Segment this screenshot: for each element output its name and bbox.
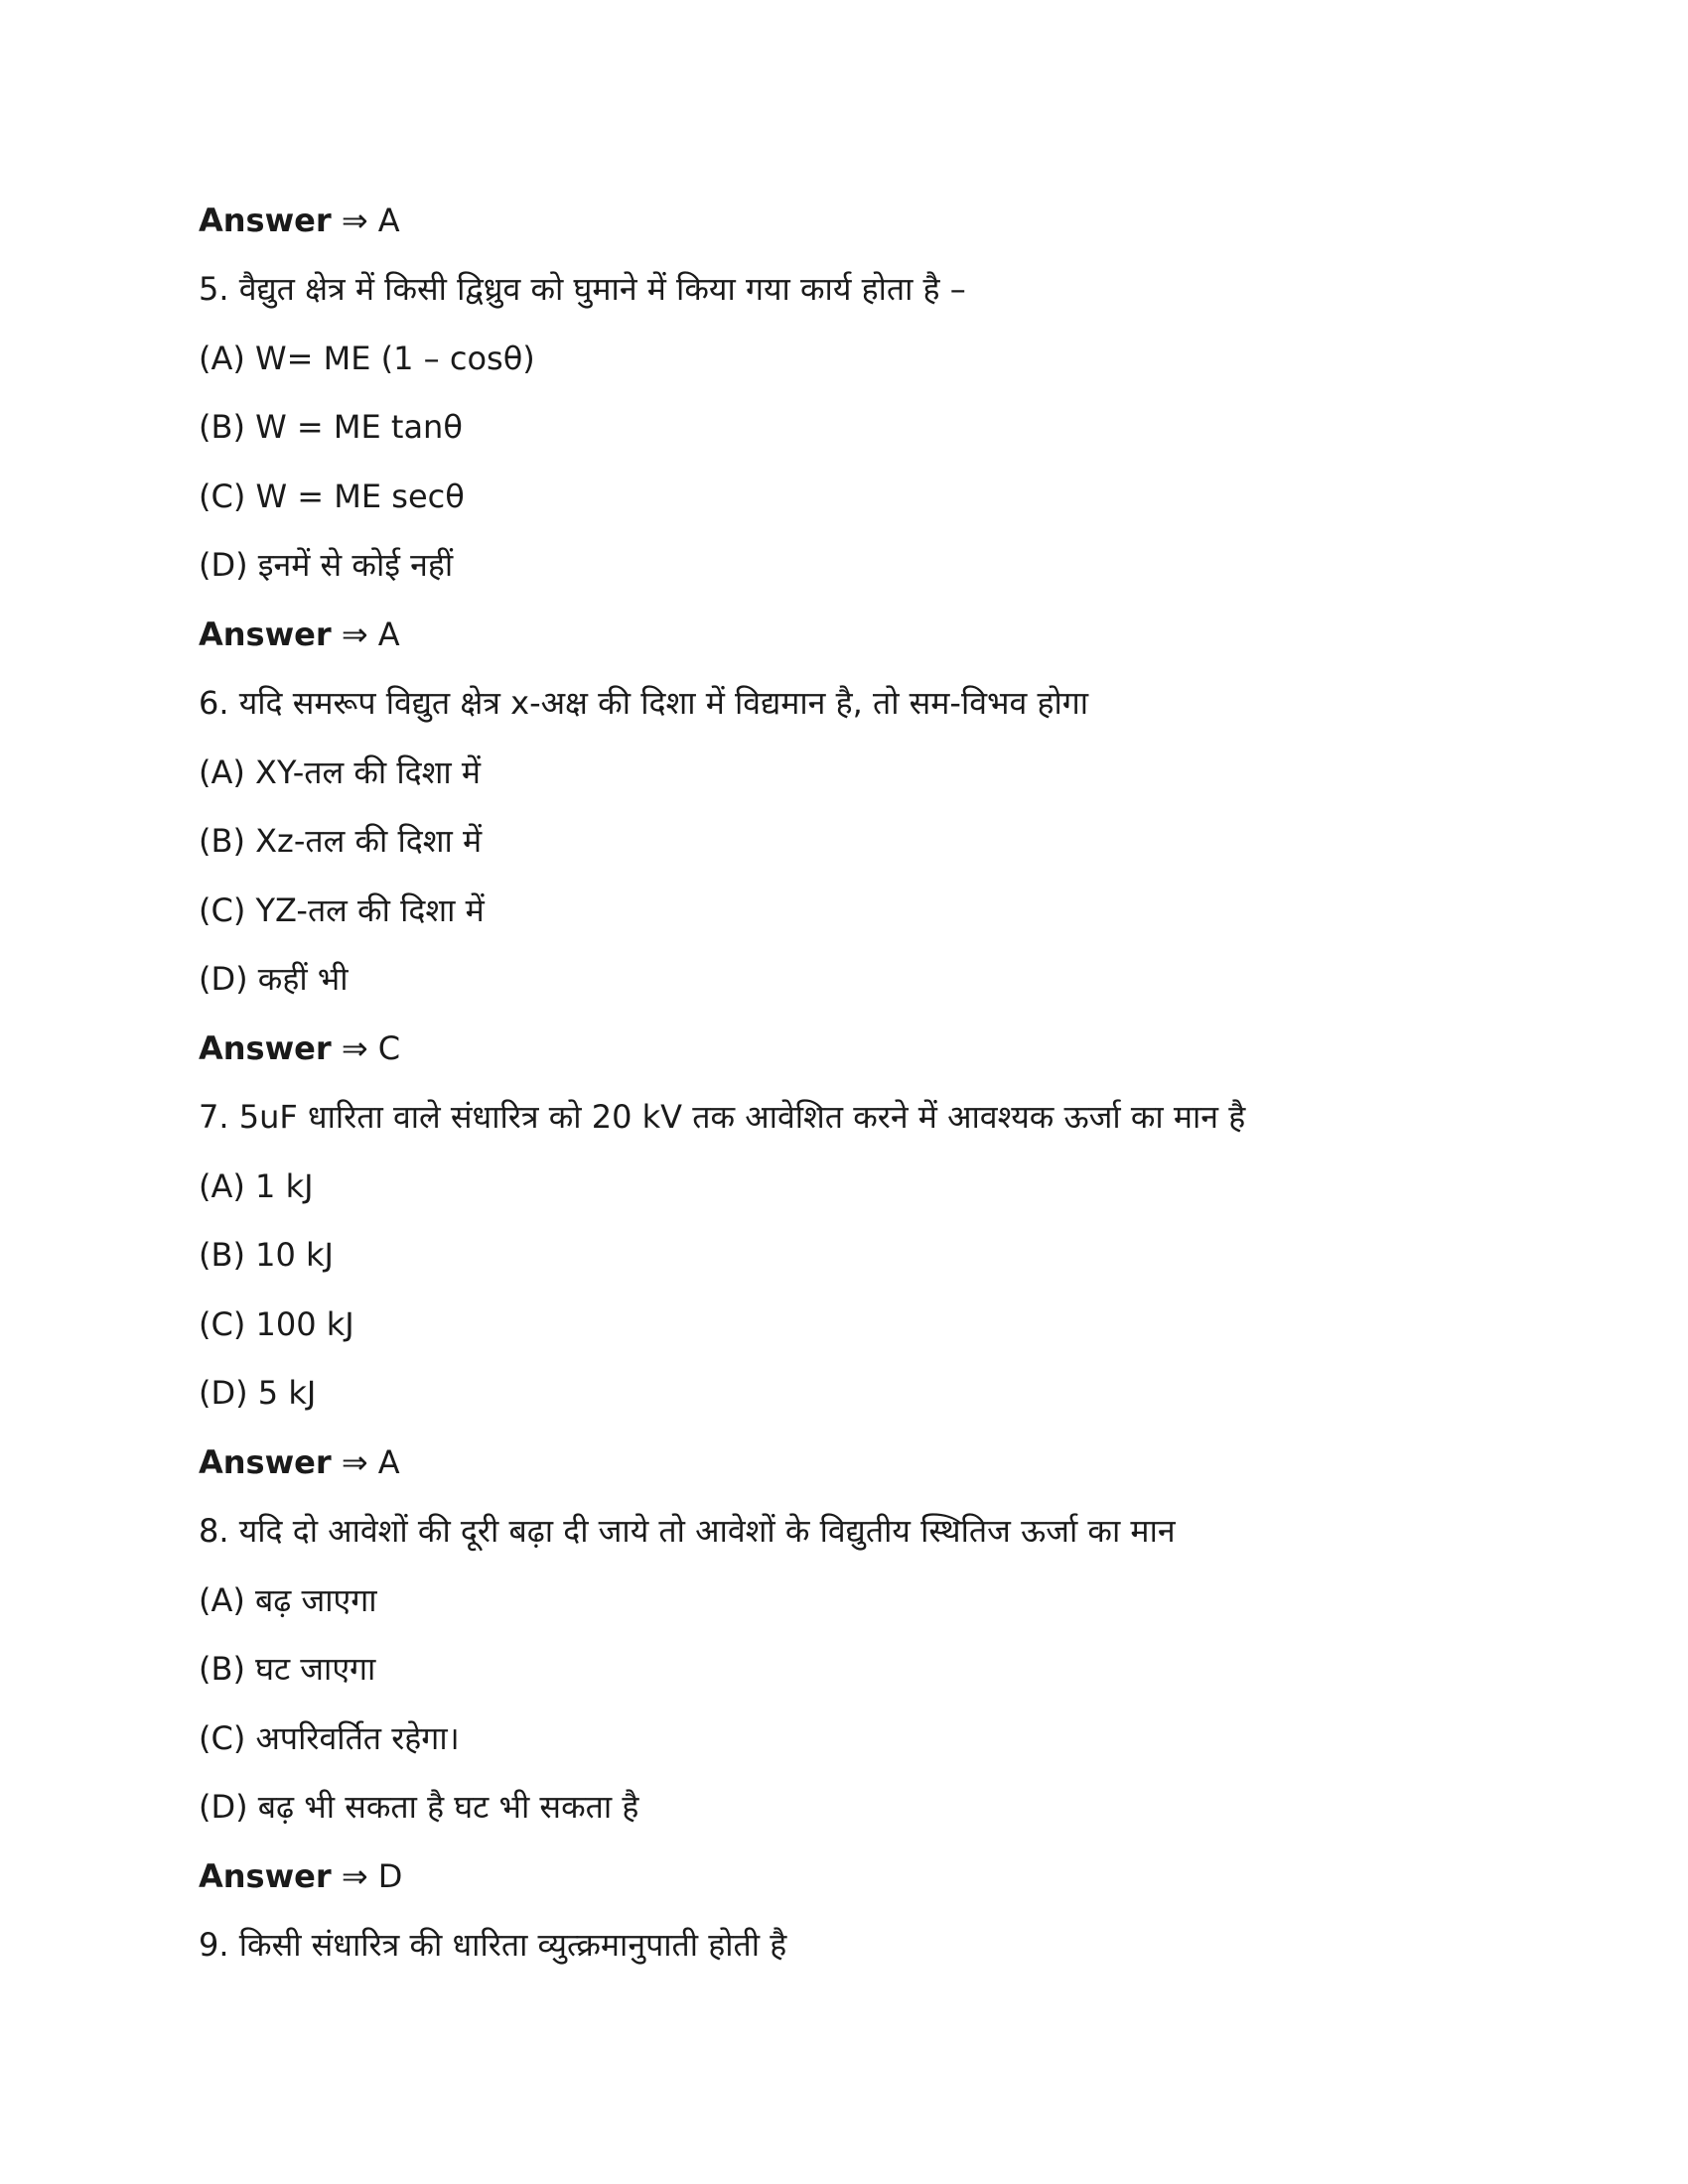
answer-label: Answer [199, 1443, 332, 1481]
answer-arrow: ⇒ [341, 1443, 368, 1481]
option-c: (C) W = ME secθ [199, 478, 465, 515]
option-c: (C) अपरिवर्तित रहेगा। [199, 1719, 460, 1757]
option-d: (D) इनमें से कोई नहीं [199, 546, 454, 584]
question-text: 9. किसी संधारित्र की धारिता व्युत्क्रमानुपाती होती है [199, 1926, 787, 1964]
answer-label: Answer [199, 1857, 332, 1895]
option-c: (C) 100 kJ [199, 1305, 354, 1343]
option-d: (D) 5 kJ [199, 1374, 317, 1412]
option-c: (C) YZ-तल की दिशा में [199, 891, 485, 929]
answer-label: Answer [199, 1029, 332, 1067]
option-d: (D) बढ़ भी सकता है घट भी सकता है [199, 1788, 639, 1826]
option-b: (B) Xz-तल की दिशा में [199, 822, 483, 860]
question-text: 8. यदि दो आवेशों की दूरी बढ़ा दी जाये तो आवेशों के विद्युतीय स्थितिज ऊर्जा का मान [199, 1512, 1176, 1550]
option-d: (D) कहीं भी [199, 960, 349, 998]
answer-arrow: ⇒ [341, 202, 368, 239]
answer-arrow: ⇒ [341, 615, 368, 653]
answer-label: Answer [199, 202, 332, 239]
question-text: 5. वैद्युत क्षेत्र में किसी द्विध्रुव को घुमाने में किया गया कार्य होता है – [199, 270, 966, 308]
answer-arrow: ⇒ [341, 1029, 368, 1067]
option-b: (B) W = ME tanθ [199, 408, 463, 446]
answer-value: A [377, 615, 400, 653]
option-a: (A) W= ME (1 – cosθ) [199, 340, 535, 377]
answer-value: C [377, 1029, 401, 1067]
question-text: 7. 5uF धारिता वाले संधारित्र को 20 kV तक आवेशित करने में आवश्यक ऊर्जा का मान है [199, 1098, 1246, 1136]
answer-line [199, 610, 1589, 659]
option-a: (A) 1 kJ [199, 1167, 314, 1205]
question-text: 6. यदि समरूप विद्युत क्षेत्र x-अक्ष की दिशा में विद्यमान है, तो सम-विभव होगा [199, 684, 1089, 722]
answer-line [199, 1851, 1589, 1901]
option-b: (B) घट जाएगा [199, 1650, 376, 1688]
answer-line [199, 1024, 1589, 1073]
option-a: (A) बढ़ जाएगा [199, 1581, 377, 1619]
answer-value: D [377, 1857, 403, 1895]
answer-value: A [377, 1443, 400, 1481]
answer-arrow: ⇒ [341, 1857, 368, 1895]
answer-label: Answer [199, 615, 332, 653]
answer-line [199, 196, 1589, 245]
answer-value: A [377, 202, 400, 239]
option-a: (A) XY-तल की दिशा में [199, 753, 482, 791]
option-b: (B) 10 kJ [199, 1236, 334, 1274]
answer-line [199, 1437, 1589, 1487]
